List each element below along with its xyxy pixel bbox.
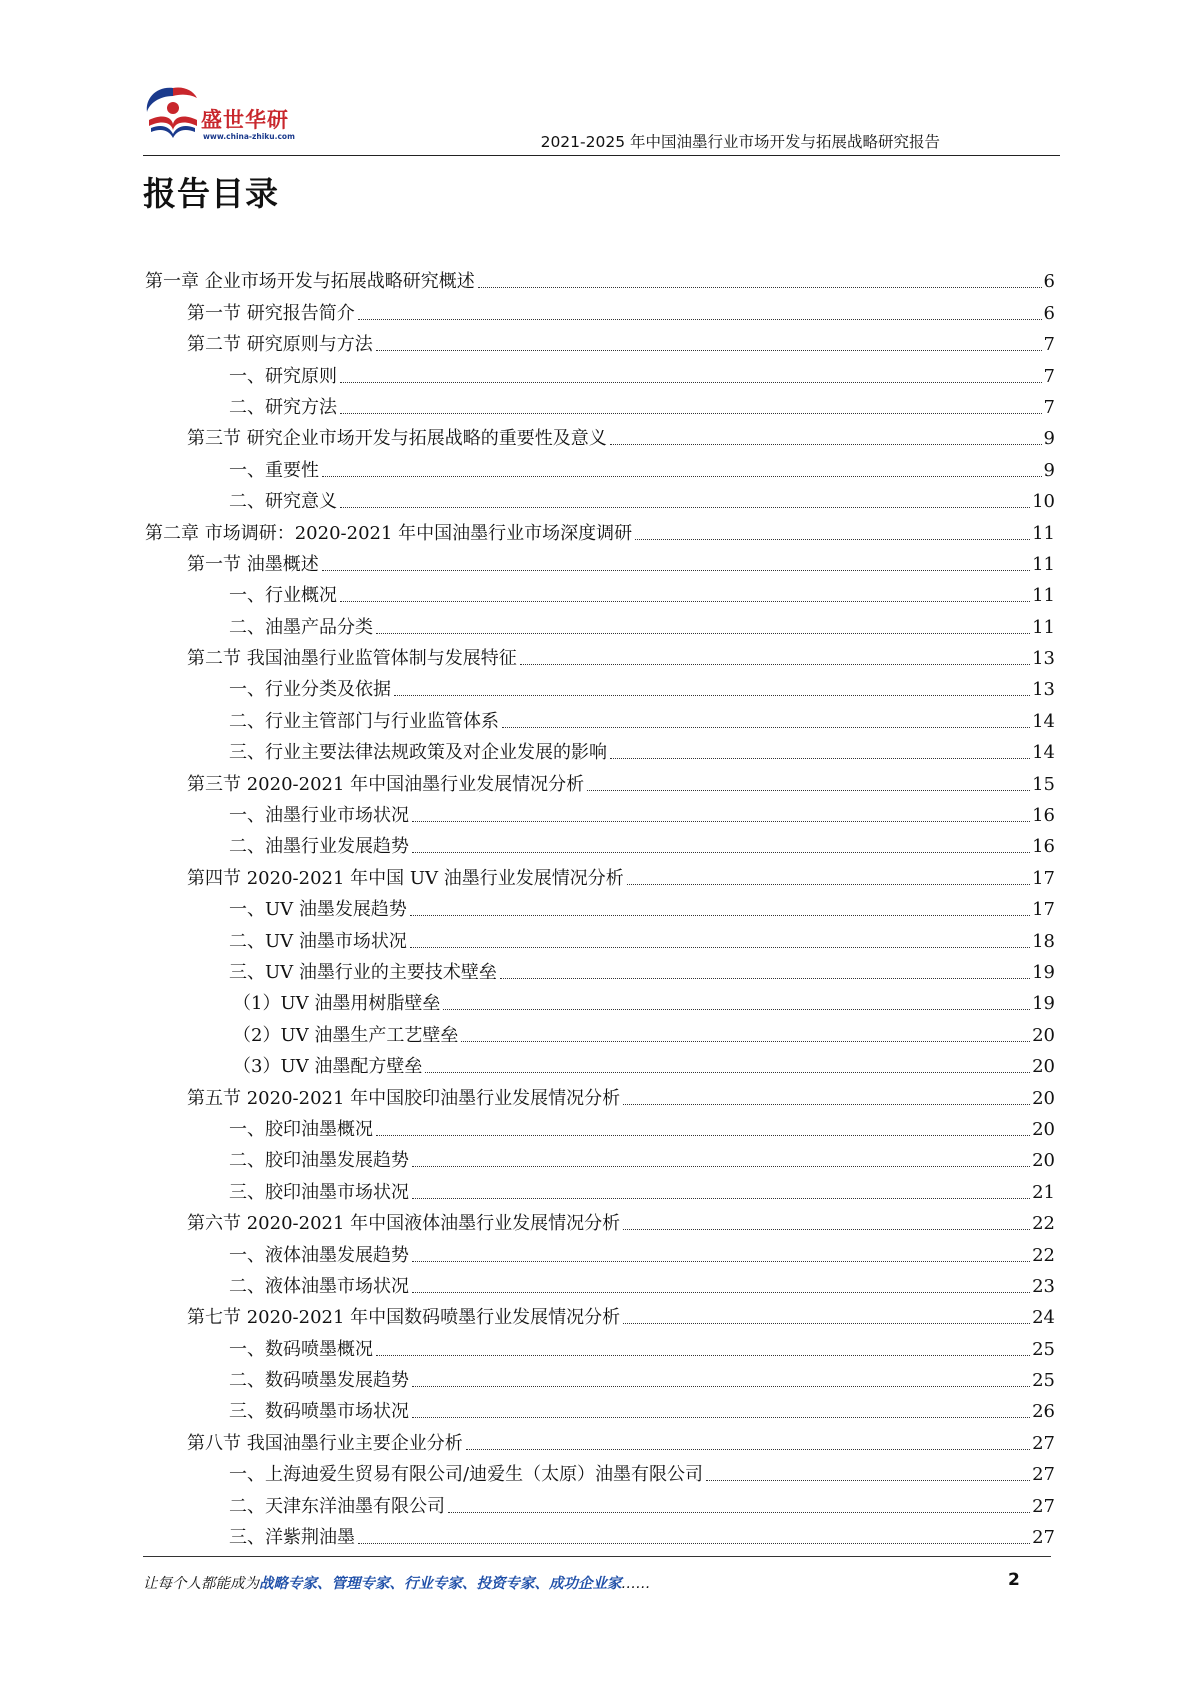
table-of-contents xyxy=(145,262,1055,1549)
toc-entry-page: 7 xyxy=(1043,334,1055,356)
toc-entry-label: 第三节 2020-2021 年中国油墨行业发展情况分析 xyxy=(187,773,585,795)
toc-entry-page: 13 xyxy=(1032,648,1055,670)
toc-entry[interactable] xyxy=(145,1486,1055,1517)
toc-dot-leader xyxy=(443,1009,1030,1010)
toc-dot-leader xyxy=(376,1355,1030,1356)
footer-divider xyxy=(143,1556,1051,1557)
toc-entry-label: 第七节 2020-2021 年中国数码喷墨行业发展情况分析 xyxy=(187,1307,621,1329)
toc-entry-page: 26 xyxy=(1032,1401,1055,1423)
toc-dot-leader xyxy=(623,1323,1030,1324)
toc-entry-label: 第二节 研究原则与方法 xyxy=(187,334,373,356)
toc-dot-leader xyxy=(635,539,1030,540)
toc-dot-leader xyxy=(394,695,1030,696)
toc-dot-leader xyxy=(340,601,1030,602)
toc-dot-leader xyxy=(412,1166,1030,1167)
toc-dot-leader xyxy=(520,664,1030,665)
toc-entry-label: 第二章 市场调研：2020-2021 年中国油墨行业市场深度调研 xyxy=(145,522,633,544)
toc-entry-label: 三、行业主要法律法规政策及对企业发展的影响 xyxy=(229,742,607,764)
toc-entry[interactable] xyxy=(145,890,1055,921)
toc-entry-page: 18 xyxy=(1032,930,1055,952)
toc-entry-page: 27 xyxy=(1032,1495,1055,1517)
toc-entry-page: 22 xyxy=(1032,1213,1055,1235)
toc-entry[interactable] xyxy=(145,796,1055,827)
toc-entry-label: 二、油墨行业发展趋势 xyxy=(229,836,409,858)
toc-dot-leader xyxy=(358,319,1042,320)
toc-entry-page: 21 xyxy=(1032,1181,1055,1203)
book-swoosh-logo-icon xyxy=(143,82,203,144)
toc-entry-label: 一、液体油墨发展趋势 xyxy=(229,1244,409,1266)
toc-entry-label: 二、研究方法 xyxy=(229,396,337,418)
logo-name: 盛世华研 xyxy=(201,108,289,132)
toc-entry-label: 一、油墨行业市场状况 xyxy=(229,805,409,827)
header-divider xyxy=(143,155,1060,156)
toc-entry-page: 14 xyxy=(1032,710,1055,732)
toc-entry[interactable] xyxy=(145,1329,1055,1360)
toc-entry-page: 27 xyxy=(1032,1432,1055,1454)
toc-entry-label: 二、胶印油墨发展趋势 xyxy=(229,1150,409,1172)
toc-entry-page: 20 xyxy=(1032,1087,1055,1109)
toc-dot-leader xyxy=(461,1041,1030,1042)
toc-entry[interactable] xyxy=(145,1455,1055,1486)
toc-entry-page: 6 xyxy=(1043,302,1055,324)
toc-entry[interactable] xyxy=(145,701,1055,732)
toc-entry-label: 一、UV 油墨发展趋势 xyxy=(229,899,407,921)
toc-entry-page: 11 xyxy=(1032,616,1055,638)
toc-dot-leader xyxy=(466,1449,1030,1450)
toc-entry-page: 24 xyxy=(1032,1307,1055,1329)
toc-entry-label: （2）UV 油墨生产工艺壁垒 xyxy=(233,1024,459,1046)
toc-entry[interactable] xyxy=(145,1235,1055,1266)
toc-entry-label: 第一节 油墨概述 xyxy=(187,553,319,575)
toc-entry-page: 10 xyxy=(1032,491,1055,513)
toc-dot-leader xyxy=(376,633,1030,634)
report-title: 2021-2025 年中国油墨行业市场开发与拓展战略研究报告 xyxy=(540,133,940,151)
toc-dot-leader xyxy=(410,947,1030,948)
toc-entry-label: 第六节 2020-2021 年中国液体油墨行业发展情况分析 xyxy=(187,1213,621,1235)
toc-entry[interactable] xyxy=(145,450,1055,481)
toc-entry-label: 第四节 2020-2021 年中国 UV 油墨行业发展情况分析 xyxy=(187,867,624,889)
toc-entry-label: 二、数码喷墨发展趋势 xyxy=(229,1370,409,1392)
toc-entry[interactable] xyxy=(145,545,1055,576)
toc-dot-leader xyxy=(412,1292,1030,1293)
toc-entry-page: 20 xyxy=(1032,1118,1055,1140)
toc-entry-label: 一、重要性 xyxy=(229,459,319,481)
toc-entry[interactable] xyxy=(145,513,1055,544)
toc-entry-page: 15 xyxy=(1032,773,1055,795)
toc-dot-leader xyxy=(610,758,1030,759)
toc-entry-label: 一、胶印油墨概况 xyxy=(229,1118,373,1140)
toc-dot-leader xyxy=(376,350,1042,351)
toc-entry-page: 6 xyxy=(1043,271,1055,293)
logo-url: www.china-zhiku.com xyxy=(203,132,295,141)
toc-entry[interactable] xyxy=(145,1361,1055,1392)
toc-dot-leader xyxy=(412,1261,1030,1262)
toc-dot-leader xyxy=(425,1072,1030,1073)
toc-entry-page: 17 xyxy=(1032,867,1055,889)
toc-entry-page: 19 xyxy=(1032,993,1055,1015)
toc-entry-page: 16 xyxy=(1032,805,1055,827)
toc-dot-leader xyxy=(340,413,1042,414)
toc-entry-label: 三、胶印油墨市场状况 xyxy=(229,1181,409,1203)
toc-entry-page: 27 xyxy=(1032,1464,1055,1486)
toc-entry[interactable] xyxy=(145,482,1055,513)
footer-slogan-highlight: 战略专家、管理专家、行业专家、投资专家、成功企业家 xyxy=(259,1576,622,1592)
toc-entry-label: 一、行业概况 xyxy=(229,585,337,607)
toc-entry[interactable] xyxy=(145,388,1055,419)
toc-dot-leader xyxy=(587,790,1030,791)
toc-dot-leader xyxy=(623,1229,1030,1230)
toc-dot-leader xyxy=(322,570,1030,571)
toc-entry[interactable] xyxy=(145,827,1055,858)
toc-dot-leader xyxy=(627,884,1030,885)
toc-entry-label: 二、研究意义 xyxy=(229,491,337,513)
toc-entry[interactable] xyxy=(145,356,1055,387)
toc-heading: 报告目录 xyxy=(143,174,279,213)
toc-entry[interactable] xyxy=(145,1298,1055,1329)
toc-entry[interactable] xyxy=(145,733,1055,764)
toc-entry[interactable] xyxy=(145,953,1055,984)
toc-entry[interactable] xyxy=(145,1518,1055,1549)
toc-dot-leader xyxy=(412,1198,1030,1199)
toc-entry[interactable] xyxy=(145,1204,1055,1235)
toc-entry-page: 13 xyxy=(1032,679,1055,701)
toc-entry[interactable] xyxy=(145,764,1055,795)
toc-dot-leader xyxy=(410,915,1030,916)
toc-entry[interactable] xyxy=(145,293,1055,324)
toc-entry-page: 22 xyxy=(1032,1244,1055,1266)
toc-entry-label: 三、洋紫荆油墨 xyxy=(229,1527,355,1549)
toc-entry-page: 7 xyxy=(1043,365,1055,387)
toc-entry-label: （3）UV 油墨配方壁垒 xyxy=(233,1056,423,1078)
toc-dot-leader xyxy=(412,821,1030,822)
toc-entry-label: 三、UV 油墨行业的主要技术壁垒 xyxy=(229,961,497,983)
toc-entry-page: 16 xyxy=(1032,836,1055,858)
toc-entry-page: 25 xyxy=(1032,1338,1055,1360)
toc-entry-label: 一、研究原则 xyxy=(229,365,337,387)
toc-entry[interactable] xyxy=(145,262,1055,293)
toc-entry-label: 一、上海迪爱生贸易有限公司/迪爱生（太原）油墨有限公司 xyxy=(229,1464,704,1486)
toc-dot-leader xyxy=(376,1135,1030,1136)
toc-entry-label: 二、行业主管部门与行业监管体系 xyxy=(229,710,499,732)
toc-entry[interactable] xyxy=(145,325,1055,356)
toc-entry-page: 19 xyxy=(1032,961,1055,983)
toc-entry[interactable] xyxy=(145,419,1055,450)
company-logo xyxy=(143,80,313,148)
toc-dot-leader xyxy=(502,727,1030,728)
toc-entry[interactable] xyxy=(145,1047,1055,1078)
toc-entry-page: 17 xyxy=(1032,899,1055,921)
toc-entry-label: 第二节 我国油墨行业监管体制与发展特征 xyxy=(187,648,517,670)
page-number: 2 xyxy=(1008,1570,1020,1590)
toc-entry[interactable] xyxy=(145,1392,1055,1423)
toc-entry-page: 11 xyxy=(1032,585,1055,607)
toc-entry-page: 7 xyxy=(1043,396,1055,418)
toc-entry-label: 第一章 企业市场开发与拓展战略研究概述 xyxy=(145,271,475,293)
toc-entry-page: 11 xyxy=(1032,522,1055,544)
toc-entry[interactable] xyxy=(145,1267,1055,1298)
toc-entry-page: 9 xyxy=(1043,459,1055,481)
toc-entry-label: 第一节 研究报告简介 xyxy=(187,302,355,324)
toc-entry-label: 第八节 我国油墨行业主要企业分析 xyxy=(187,1432,463,1454)
toc-entry-label: 第三节 研究企业市场开发与拓展战略的重要性及意义 xyxy=(187,428,607,450)
toc-entry-page: 23 xyxy=(1032,1275,1055,1297)
toc-entry[interactable] xyxy=(145,1423,1055,1454)
toc-entry[interactable] xyxy=(145,1110,1055,1141)
toc-dot-leader xyxy=(322,476,1042,477)
toc-dot-leader xyxy=(623,1104,1030,1105)
toc-entry[interactable] xyxy=(145,1172,1055,1203)
toc-entry[interactable] xyxy=(145,1141,1055,1172)
toc-entry-label: 一、行业分类及依据 xyxy=(229,679,391,701)
toc-entry[interactable] xyxy=(145,639,1055,670)
toc-entry[interactable] xyxy=(145,858,1055,889)
toc-entry[interactable] xyxy=(145,921,1055,952)
toc-entry[interactable] xyxy=(145,607,1055,638)
toc-dot-leader xyxy=(706,1480,1030,1481)
toc-entry-label: 二、液体油墨市场状况 xyxy=(229,1275,409,1297)
toc-entry-label: 一、数码喷墨概况 xyxy=(229,1338,373,1360)
toc-dot-leader xyxy=(500,978,1030,979)
toc-entry[interactable] xyxy=(145,576,1055,607)
toc-entry-label: 二、油墨产品分类 xyxy=(229,616,373,638)
toc-entry[interactable] xyxy=(145,1078,1055,1109)
toc-dot-leader xyxy=(478,287,1042,288)
toc-entry-page: 20 xyxy=(1032,1150,1055,1172)
toc-dot-leader xyxy=(358,1543,1030,1544)
toc-entry-page: 9 xyxy=(1043,428,1055,450)
toc-entry-page: 20 xyxy=(1032,1056,1055,1078)
toc-entry-label: 三、数码喷墨市场状况 xyxy=(229,1401,409,1423)
toc-dot-leader xyxy=(340,382,1042,383)
toc-entry[interactable] xyxy=(145,984,1055,1015)
toc-entry-page: 11 xyxy=(1032,553,1055,575)
footer-slogan xyxy=(143,1572,651,1593)
footer-slogan-prefix: 让每个人都能成为 xyxy=(143,1576,259,1592)
toc-entry-label: 二、天津东洋油墨有限公司 xyxy=(229,1495,445,1517)
toc-entry-page: 25 xyxy=(1032,1370,1055,1392)
toc-entry-page: 27 xyxy=(1032,1527,1055,1549)
toc-entry-label: （1）UV 油墨用树脂壁垒 xyxy=(233,993,441,1015)
toc-dot-leader xyxy=(412,1417,1030,1418)
toc-dot-leader xyxy=(448,1512,1030,1513)
toc-dot-leader xyxy=(340,507,1030,508)
toc-dot-leader xyxy=(610,444,1042,445)
toc-entry-page: 14 xyxy=(1032,742,1055,764)
toc-dot-leader xyxy=(412,1386,1030,1387)
toc-entry-label: 第五节 2020-2021 年中国胶印油墨行业发展情况分析 xyxy=(187,1087,621,1109)
toc-dot-leader xyxy=(412,852,1030,853)
toc-entry-label: 二、UV 油墨市场状况 xyxy=(229,930,407,952)
toc-entry-page: 20 xyxy=(1032,1024,1055,1046)
toc-entry[interactable] xyxy=(145,1015,1055,1046)
footer-slogan-suffix: …… xyxy=(621,1576,651,1592)
toc-entry[interactable] xyxy=(145,670,1055,701)
page-header xyxy=(143,80,1060,158)
